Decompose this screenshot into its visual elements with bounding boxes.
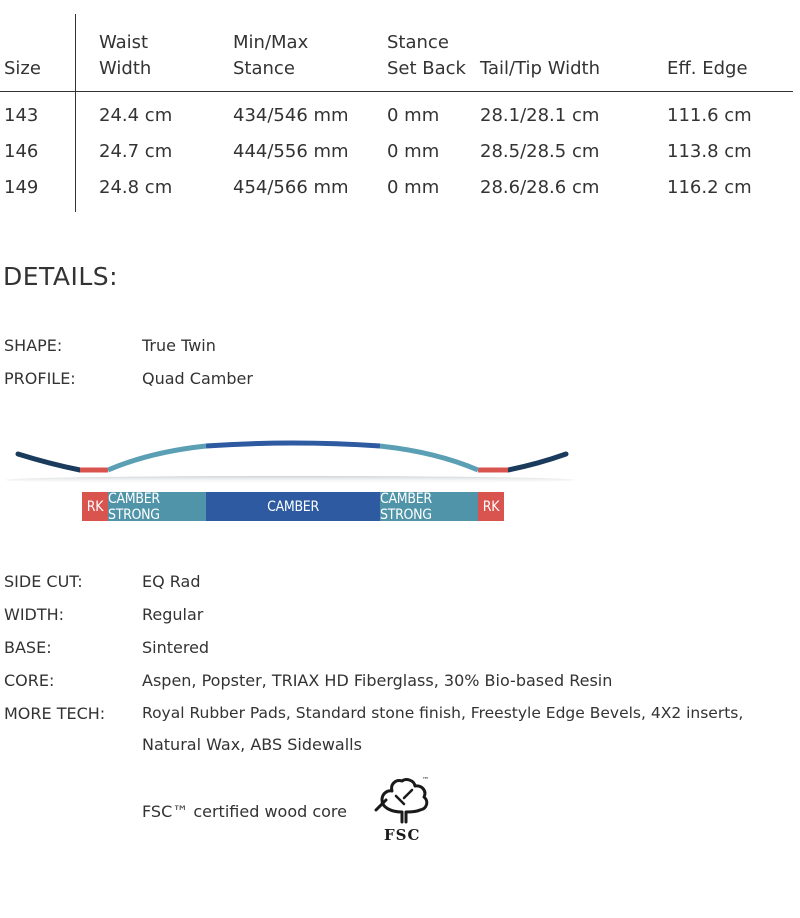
cell-waist-width: 24.8 cm [99,177,173,198]
core-value: Aspen, Popster, TRIAX HD Fiberglass, 30% Bio-based Resin [142,671,613,690]
legend-camber-strong-right [380,492,478,521]
board-tail-end [18,454,80,470]
fsc-text: FSC™ certified wood core [142,802,347,821]
more-tech-value-line1: Royal Rubber Pads, Standard stone finish, Freestyle Edge Bevels, 4X2 inserts, [142,704,744,722]
more-tech-value-line2: Natural Wax, ABS Sidewalls [142,735,362,754]
fsc-logo-text: FSC [384,826,421,844]
cell-stance: 444/556 mm [233,141,349,162]
header-setback-line2: Set Back [387,58,466,79]
cell-stance: 454/566 mm [233,177,349,198]
board-camber-strong-left [108,446,206,470]
table-header-divider [0,91,793,92]
shape-label: SHAPE: [4,336,63,355]
cell-waist-width: 24.4 cm [99,105,173,126]
legend-label: RK [86,498,104,515]
cell-tail-tip: 28.1/28.1 cm [480,105,600,126]
base-label: BASE: [4,638,52,657]
header-size: Size [4,58,41,79]
legend-label: CAMBER STRONG [380,490,432,523]
header-stance-line2: Stance [233,58,295,79]
header-waist-width-line2: Width [99,58,152,79]
legend-camber-strong-left [108,492,206,521]
details-title: DETAILS: [3,262,119,291]
legend-label: CAMBER [267,498,319,515]
table-vertical-divider [75,14,76,212]
legend-label: CAMBER STRONG [108,490,160,523]
cell-setback: 0 mm [387,141,440,162]
cell-size: 146 [4,141,39,162]
header-tail-tip-width: Tail/Tip Width [480,58,600,79]
legend-camber [206,492,380,521]
header-setback-line1: Stance [387,32,449,53]
fsc-logo [372,776,436,846]
cell-eff-edge: 111.6 cm [667,105,752,126]
fsc-logo-tm: ™ [422,776,429,784]
legend-label: RK [482,498,500,515]
board-shadow [5,476,575,484]
width-value: Regular [142,605,204,624]
cell-eff-edge: 113.8 cm [667,141,752,162]
core-label: CORE: [4,671,55,690]
side-cut-label: SIDE CUT: [4,572,83,591]
base-value: Sintered [142,638,210,657]
cell-waist-width: 24.7 cm [99,141,173,162]
width-label: WIDTH: [4,605,65,624]
shape-value: True Twin [142,336,216,355]
camber-profile-illustration [0,430,600,490]
cell-tail-tip: 28.5/28.5 cm [480,141,600,162]
cell-stance: 434/546 mm [233,105,349,126]
cell-setback: 0 mm [387,105,440,126]
header-eff-edge: Eff. Edge [667,58,748,79]
header-waist-width-line1: Waist [99,32,149,53]
board-tip-end [508,454,566,470]
legend-rocker-left [82,492,108,521]
profile-label: PROFILE: [4,369,76,388]
cell-setback: 0 mm [387,177,440,198]
cell-tail-tip: 28.6/28.6 cm [480,177,600,198]
profile-value: Quad Camber [142,369,253,388]
more-tech-label: MORE TECH: [4,704,106,723]
cell-size: 149 [4,177,39,198]
board-camber-center [206,443,380,446]
cell-size: 143 [4,105,39,126]
header-stance-line1: Min/Max [233,32,309,53]
cell-eff-edge: 116.2 cm [667,177,752,198]
side-cut-value: EQ Rad [142,572,201,591]
legend-rocker-right [478,492,504,521]
board-camber-strong-right [380,446,478,470]
